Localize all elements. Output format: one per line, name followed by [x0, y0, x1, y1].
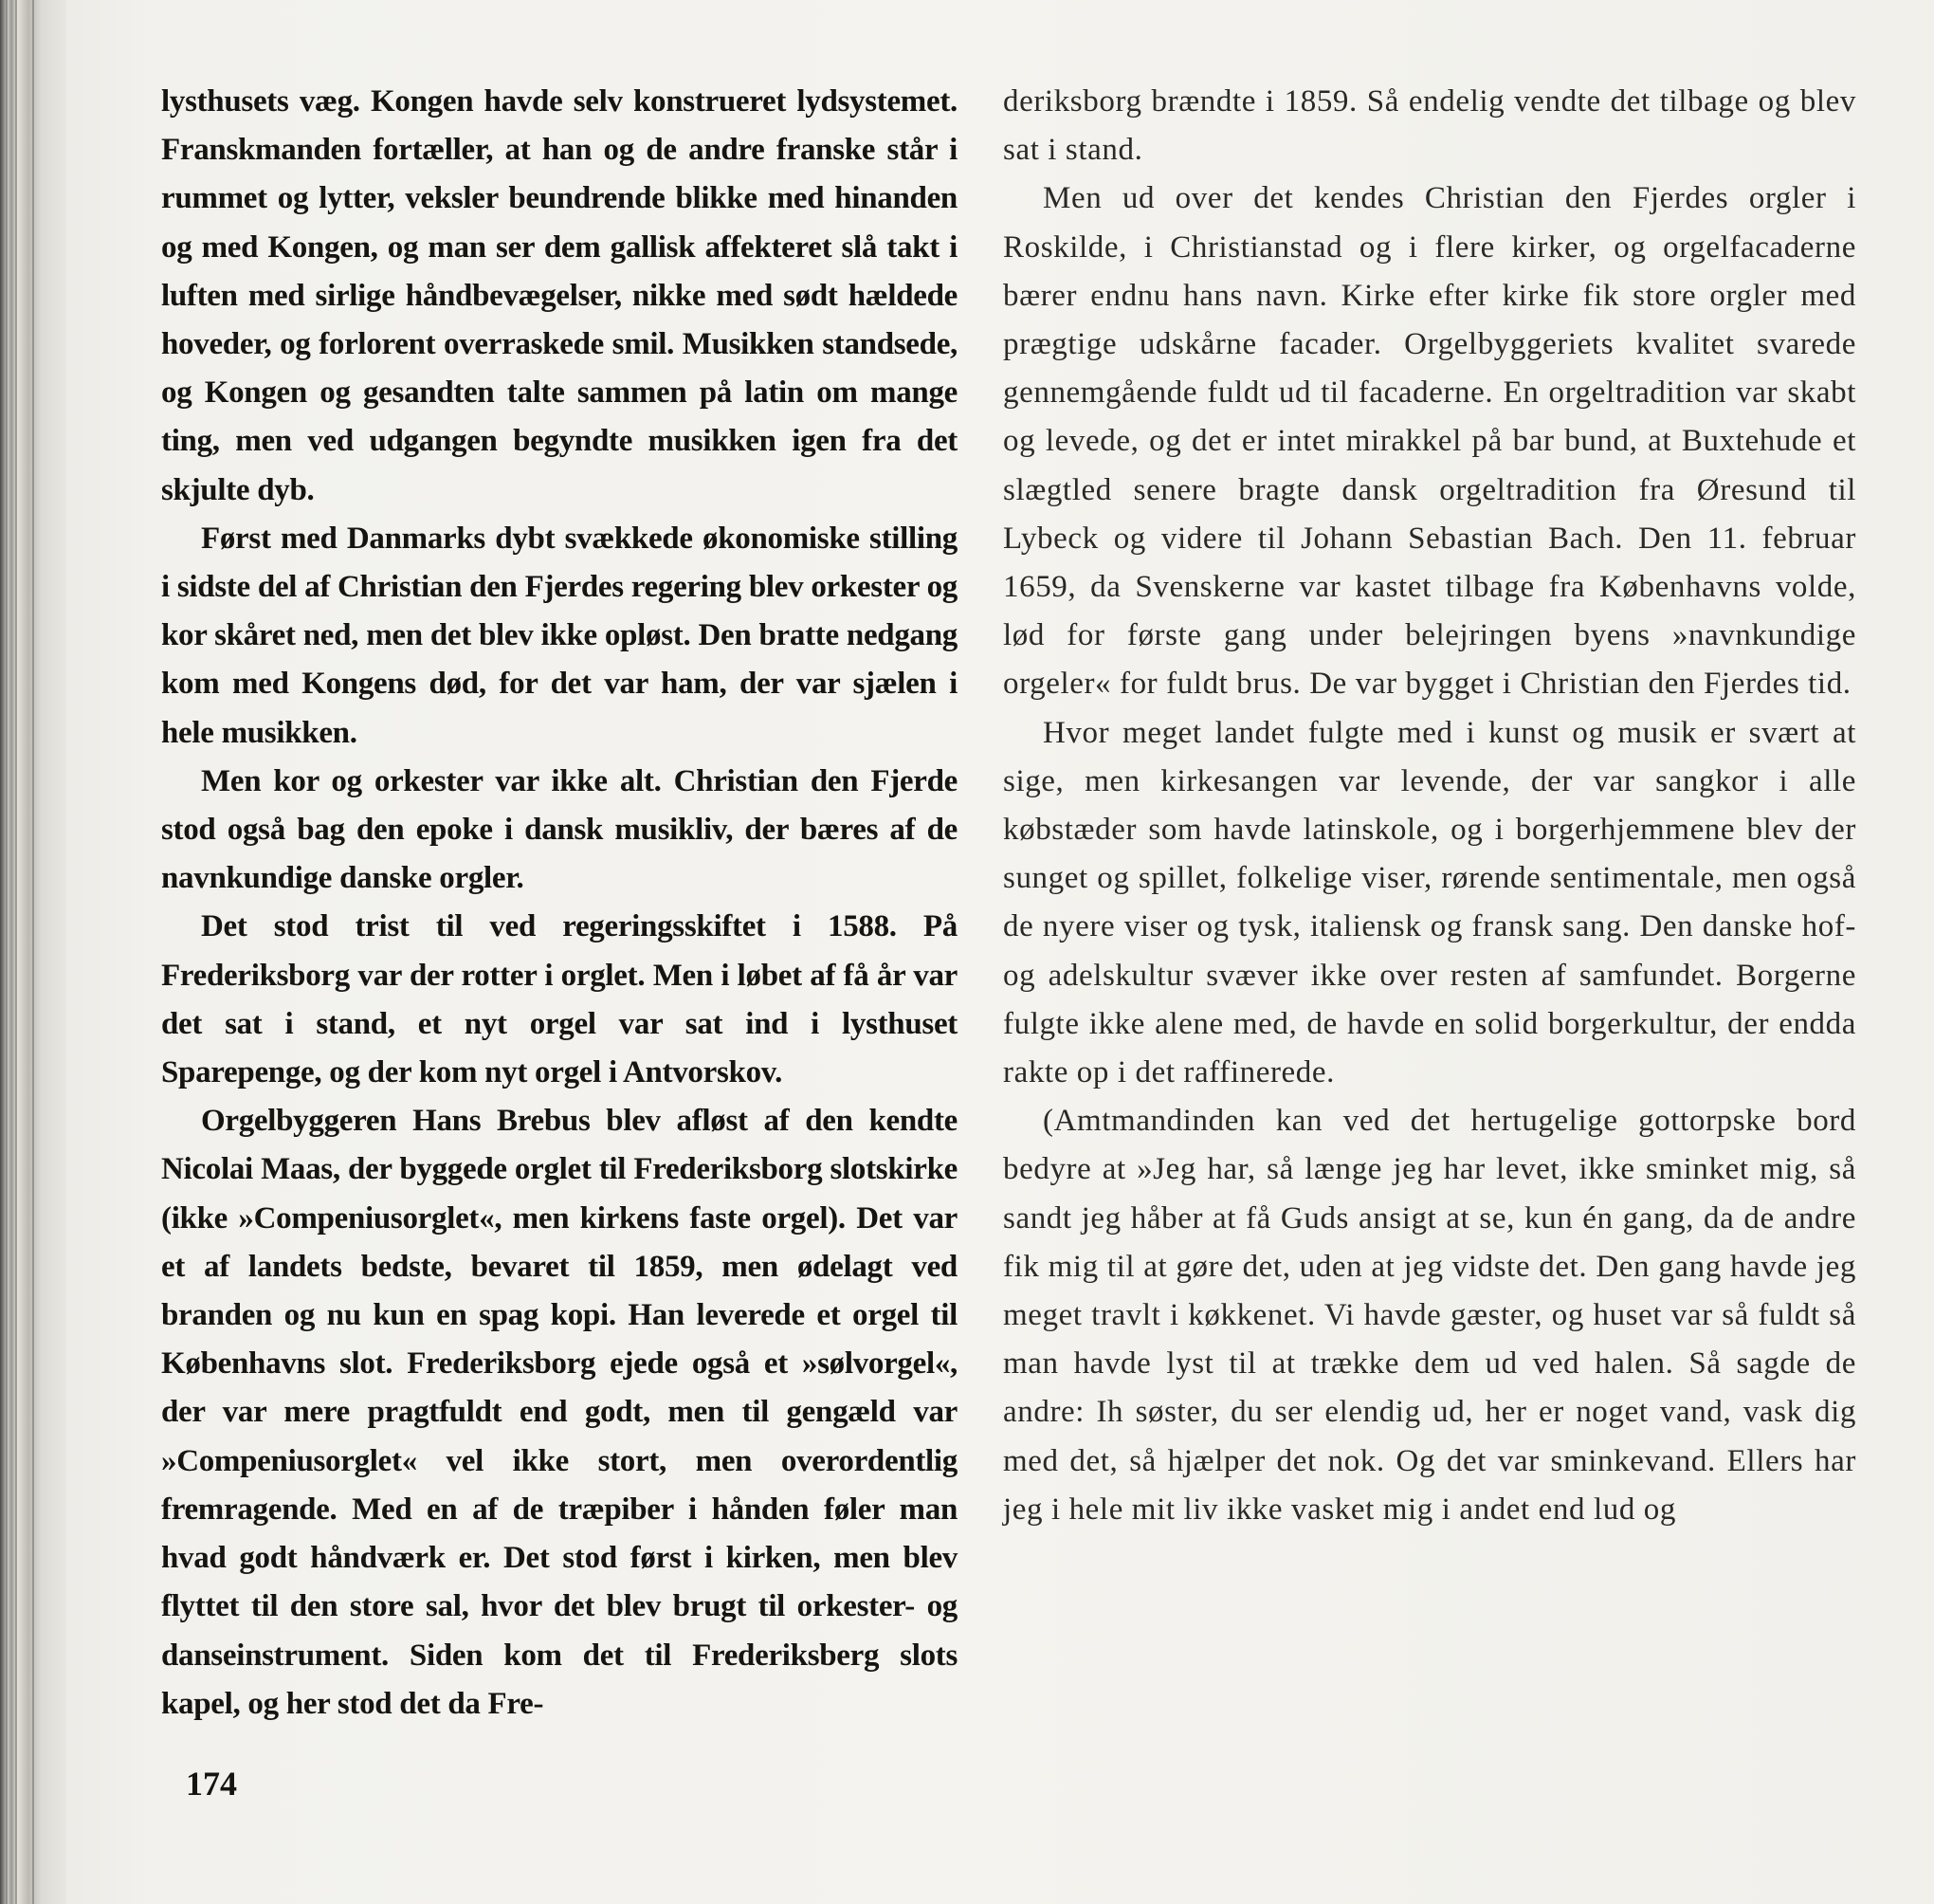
paragraph: Hvor meget landet fulgte med i kunst og musik er svært at sige, men kirkesangen var levende, der var sangkor i alle købstæder som havde latinskole, og i borgerhjemmene blev der sunget og spillet, folkelige viser, rørende sentimentale, men også de nyere viser og tysk, italiensk og fransk sang. Den danske hof- og adelskultur svæver ikke over resten af samfundet. Borgerne fulgte ikke alene med, de havde en solid borgerkultur, der endda rakte op i det raffinerede.	[1003, 715, 1856, 1090]
paragraph: lysthusets væg. Kongen havde selv konstrueret lydsystemet. Franskmanden fortæller, at han og de andre franske står i rummet og lytter, veksler beundrende blikke med hinanden og med Kongen, og man ser dem gallisk affekteret slå takt i luften med sirlige håndbevægelser, nikke med sødt hældede hoveder, og forlorent overraskede smil. Musikken standsede, og Kongen og gesandten talte sammen på latin om mange ting, men ved udgangen begyndte musikken igen fra det skjulte dyb.	[161, 84, 958, 507]
paragraph: Men ud over det kendes Christian den Fjerdes orgler i Roskilde, i Christianstad og i flere kirker, og orgelfacaderne bærer endnu hans navn. Kirke efter kirke fik store orgler med prægtige udskårne facader. Orgelbyggeriets kvalitet svarede gennemgående fuldt ud til facaderne. En orgeltradition var skabt og levede, og det er intet mirakkel på bar bund, at Buxtehude et slægtled senere bragte dansk orgeltradition fra Øresund til Lybeck og videre til Johann Sebastian Bach. Den 11. februar 1659, da Svenskerne var kastet tilbage fra Københavns volde, lød for første gang under belejringen byens »navnkundige orgeler« for fuldt brus. De var bygget i Christian den Fjerdes tid.	[1003, 181, 1856, 702]
paragraph: Først med Danmarks dybt svækkede økonomiske stilling i sidste del af Christian den Fjerdes regering blev orkester og kor skåret ned, men det blev ikke opløst. Den bratte nedgang kom med Kongens død, for det var ham, der var sjælen i hele musikken.	[161, 521, 958, 750]
paragraph: Det stod trist til ved regeringsskiftet i 1588. På Frederiksborg var der rotter i orglet. Men i løbet af få år var det sat i stand, et nyt orgel var sat ind i lysthuset Sparepenge, og der kom nyt orgel i Antvorskov.	[161, 909, 958, 1090]
paragraph: Orgelbyggeren Hans Brebus blev afløst af den kendte Nicolai Maas, der byggede orglet til Frederiksborg slotskirke (ikke »Compeniusorglet«, men kirkens faste orgel). Det var et af landets bedste, bevaret til 1859, men ødelagt ved branden og nu kun en spag kopi. Han leverede et orgel til Københavns slot. Frederiksborg ejede også et »sølvorgel«, der var mere pragtfuldt end godt, men til gengæld var »Compeniusorglet« vel ikke stort, men overordentlig fremragende. Med en af de træpiber i hånden føler man hvad godt håndværk er. Det stod først i kirken, men blev flyttet til den store sal, hvor det blev brugt til orkester- og danseinstrument. Siden kom det til Frederiksberg slots kapel, og her stod det da Fre-	[161, 1104, 958, 1721]
page-number: 174	[186, 1765, 237, 1803]
paragraph: (Amtmandinden kan ved det hertugelige gottorpske bord bedyre at »Jeg har, så længe jeg har levet, ikke sminket mig, så sandt jeg håber at få Guds ansigt at se, kun én gang, da de andre fik mig til at gøre det, uden at jeg vidste det. Den gang havde jeg meget travlt i køkkenet. Vi havde gæster, og huset var så fuldt så man havde lyst til at trække dem ud ved halen. Så sagde de andre: Ih søster, du ser elendig ud, her er noget vand, vask dig med det, så hjælper det nok. Og det var sminkevand. Ellers har jeg i hele mit liv ikke vasket mig i andet end lud og	[1003, 1104, 1856, 1527]
paragraph: Men kor og orkester var ikke alt. Christian den Fjerde stod også bag den epoke i dansk musikliv, der bæres af de navnkundige danske orgler.	[161, 763, 958, 896]
binding-edge-line	[6, 0, 8, 1904]
paragraph: deriksborg brændte i 1859. Så endelig vendte det tilbage og blev sat i stand.	[1003, 84, 1856, 168]
binding-edge-line	[15, 0, 17, 1904]
binding-edge-line	[32, 0, 34, 1904]
right-text-column	[1003, 78, 1856, 1534]
left-text-column	[161, 78, 958, 1729]
book-binding-gutter	[0, 0, 66, 1904]
